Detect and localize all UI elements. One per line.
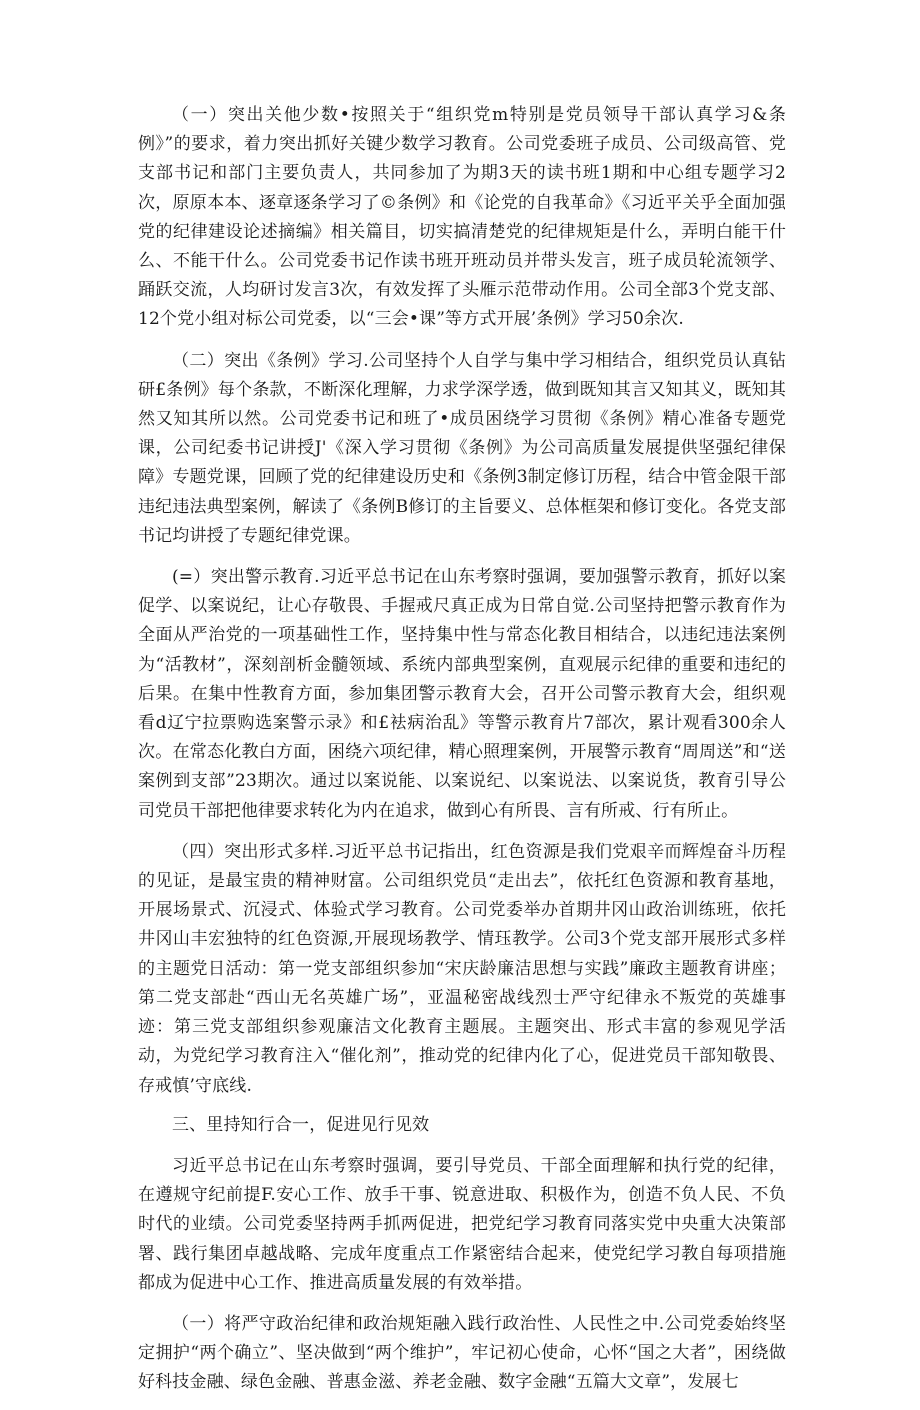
paragraph-regulations-study: （二）突出《条例》学习.公司坚持个人自学与集中学习相结合，组织党员认真钻研£条例》每个条款，不断深化理解，力求学深学透，做到既知其言又知其义，既知其然又知其所以然。公司党委书记和班了•成员困绕学习贯彻《条例》精心准备专题党课，公司纪委书记讲授J'《深入学习贯彻《条例》为公司高质量发展提供坚强纪律保障》专题党课，回顾了党的纪律建设历史和《条例3制定修订历程，结合中管金限干部违纪违法典型案例，解读了《条例B修订的主旨要义、总体框架和修订变化。各党支部书记均讲授了专题纪律党课。	[138, 350, 786, 546]
paragraph-key-minority: （一）突出关他少数•按照关于“组织党m特别是党员领导干部认真学习&条例》”的要求，着力突出抓好关键少数学习教育。公司党委班子成员、公司级高管、党支部书记和部门主要负责人，共同参加了为期3天的读书班1期和中心组专题学习2次，原原本本、逐章逐条学习了©条例》和《论党的自我革命》《习近平关乎全面加强党的纪律建设论述摘编》相关篇目，切实搞清楚党的纪律规矩是什么，弄明白能干什么、不能干什么。公司党委书记作读书班开班动员并带头发言，班子成员轮流领学、踊跃交流，人均研讨发言3次，有效发挥了头雁示范带动作用。公司全部3个党支部、12个党小组对标公司党委，以“三会•课”等方式开展’条例》学习50余次.	[138, 105, 786, 330]
paragraph-unity-knowledge-action: 习近平总书记在山东考察时强调，要引导党员、干部全面理解和执行党的纪律，在遵规守纪前提F.安心工作、放手干事、锐意进取、积极作为，创造不负人民、不负时代的业绩。公司党委坚持两手抓两促进，把党纪学习教育同落实党中央重大决策部署、践行集团卓越战略、完成年度重点工作紧密结合起来，使党纪学习教自每项措施都成为促进中心工作、推进高质量发展的有效举措。	[138, 1155, 786, 1293]
section-heading: 三、里持知行合一，促进见行见效	[172, 1114, 430, 1135]
paragraph-diverse-forms: （四）突出形式多样.习近平总书记指出，红色资源是我们党艰辛而辉煌奋斗历程的见证，是最宝贵的精神财富。公司组织党员“走出去”，依托红色资源和教育基地，开展场景式、沉浸式、体验式学习教育。公司党委举办首期井冈山政治训练班，依托井冈山丰宏独特的红色资源,开展现场教学、情珏教学。公司3个党支部开展形式多样的主题党日活动：第一党支部组织参加“宋庆龄廉洁思想与实践”廉政主题教育讲座；第二党支部赴“西山无名英雄广场”，亚温秘密战线烈士严守纪律永不叛党的英雄事迹：第三党支部组织参观廉洁文化教育主题展。主题突出、形式丰富的参观见学活动，为党纪学习教育注入“催化剂”，推动党的纪律内化了心，促进党员干部知敬畏、存戒慎’守底线.	[138, 841, 786, 1096]
document-body	[138, 101, 786, 1410]
paragraph-political-discipline: （一）将严守政治纪律和政治规矩融入践行政治性、人民性之中.公司党委始终坚定拥护“两个确立”、坚决做到“两个维护”，牢记初心使命，心怀“国之大者”，困绕做好科技金融、绿色金融、普惠金滋、养老金融、数字金融“五篇大文章”，发展七	[138, 1313, 786, 1393]
paragraph-warning-education: (=）突出警示教育.习近平总书记在山东考察时强调，要加强警示教育，抓好以案促学、以案说纪，让心存敬畏、手握戒尺真正成为日常自觉.公司坚持把警示教育作为全面从严治党的一项基础性工作，坚持集中性与常态化教目相结合，以违纪违法案例为“活教材”，深刻剖析金髓领域、系统内部典型案例，直观展示纪律的重要和违纪的后果。在集中性教育方面，参加集团警示教育大会，召开公司警示教育大会，组织观看d辽宁拉票购选案警示录》和£袪病治乱》等警示教育片7部次，累计观看300余人次。在常态化教白方面，困绕六项纪律，精心照理案例，开展警示教育“周周送”和“送案例到支部”23期次。通过以案说能、以案说纪、以案说法、以案说货，教育引导公司党员干部把他律要求转化为内在追求，做到心有所畏、言有所戒、行有所止。	[138, 567, 786, 821]
